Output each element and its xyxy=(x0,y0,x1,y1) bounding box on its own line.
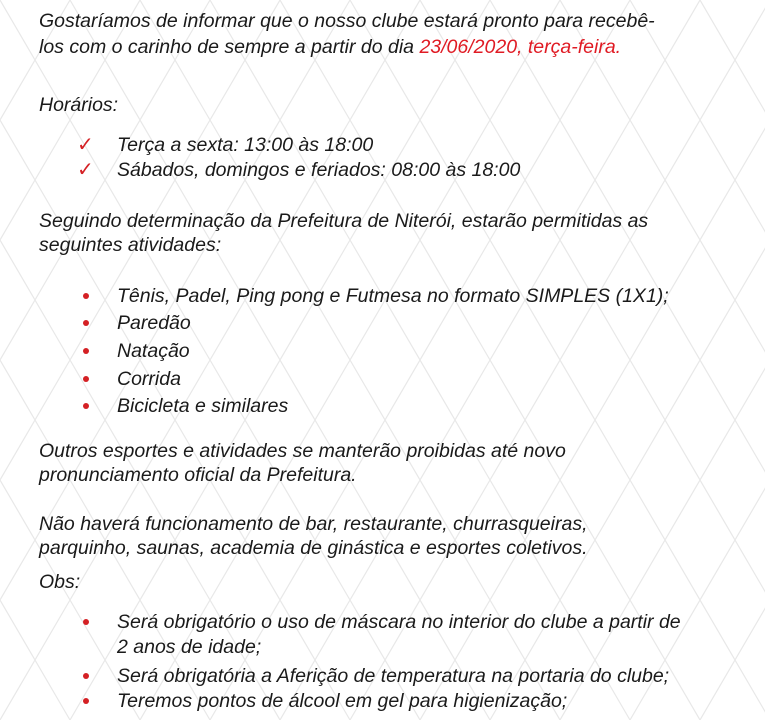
horario-item xyxy=(39,157,735,183)
bullet-icon xyxy=(83,348,89,354)
atividade-item xyxy=(39,310,735,336)
bullet-icon xyxy=(83,403,89,409)
obs-heading: Obs: xyxy=(39,571,81,593)
horario-item xyxy=(39,132,735,158)
obs-item-line-1: Será obrigatório o uso de máscara no interior do clube a partir de xyxy=(117,611,681,633)
intro-line-2-text: los com o carinho de sempre a partir do dia xyxy=(39,36,420,58)
obs-item-line-1: Teremos pontos de álcool em gel para higienização; xyxy=(117,690,568,712)
outros-line-2: pronunciamento oficial da Prefeitura. xyxy=(39,464,357,486)
nao-havera-line-2: parquinho, saunas, academia de ginástica e esportes coletivos. xyxy=(39,537,588,559)
atividades-line-2: seguintes atividades: xyxy=(39,234,222,256)
horarios-heading: Horários: xyxy=(39,94,119,116)
reopening-date: 23/06/2020, terça-feira. xyxy=(419,36,622,58)
nao-havera-line-1: Não haverá funcionamento de bar, restaurante, churrasqueiras, xyxy=(39,513,588,535)
intro-line-1: Gostaríamos de informar que o nosso clube estará pronto para recebê- xyxy=(39,10,655,32)
bullet-icon xyxy=(83,293,89,299)
obs-item xyxy=(39,663,735,689)
atividade-item-text: Bicicleta e similares xyxy=(117,395,289,417)
bullet-icon xyxy=(83,698,89,704)
bullet-icon xyxy=(83,376,89,382)
atividade-item xyxy=(39,283,735,309)
horario-item-text: Terça a sexta: 13:00 às 18:00 xyxy=(117,134,374,156)
atividade-item xyxy=(39,393,735,419)
obs-item xyxy=(39,688,735,714)
atividade-item-text: Paredão xyxy=(117,312,191,334)
bullet-icon xyxy=(83,619,89,625)
horario-item-text: Sábados, domingos e feriados: 08:00 às 18:00 xyxy=(117,159,521,181)
atividade-item-text: Corrida xyxy=(117,368,181,390)
intro-line-2 xyxy=(39,34,735,60)
atividade-item xyxy=(39,338,735,364)
obs-item xyxy=(39,609,735,661)
outros-line-1: Outros esportes e atividades se manterão proibidas até novo xyxy=(39,440,566,462)
obs-item-line-2: 2 anos de idade; xyxy=(117,636,262,658)
bullet-icon xyxy=(83,320,89,326)
bullet-icon xyxy=(83,673,89,679)
check-icon: ✓ xyxy=(77,159,94,181)
check-icon: ✓ xyxy=(77,134,94,156)
atividade-item xyxy=(39,366,735,392)
atividades-line-1: Seguindo determinação da Prefeitura de Niterói, estarão permitidas as xyxy=(39,210,649,232)
atividade-item-text: Tênis, Padel, Ping pong e Futmesa no formato SIMPLES (1X1); xyxy=(117,285,669,307)
obs-item-line-1: Será obrigatória a Aferição de temperatura na portaria do clube; xyxy=(117,665,670,687)
atividade-item-text: Natação xyxy=(117,340,190,362)
